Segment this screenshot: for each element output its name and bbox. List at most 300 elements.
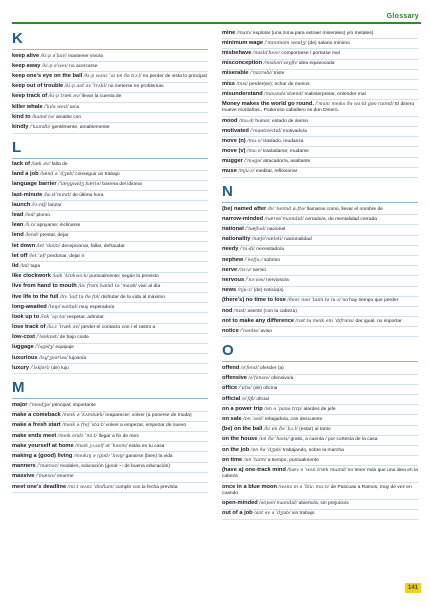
entry-definition: nacional bbox=[267, 227, 286, 232]
entry-pronunciation: /ˈnɜːvəs/ bbox=[245, 277, 265, 283]
glossary-entry bbox=[222, 29, 418, 39]
entry-term: lean bbox=[12, 222, 24, 229]
entry-pronunciation: /let ˈdaʊn/ bbox=[36, 243, 61, 249]
entry-definition: perder(se); echar de menos bbox=[249, 81, 310, 87]
glossary-entry bbox=[12, 442, 208, 452]
entry-pronunciation: /bi ˈneɪmd ɑːftə/ bbox=[267, 206, 306, 212]
entry-pronunciation: /njuːz/ bbox=[237, 288, 253, 294]
entry-term: offensive bbox=[222, 375, 247, 382]
entry-pronunciation: /ˈmʌɡə/ bbox=[244, 159, 262, 165]
entry-definition: llegar a fin de mes bbox=[98, 433, 139, 439]
entry-term: launch bbox=[12, 201, 31, 208]
entry-pronunciation: /ˈmænəz/ bbox=[37, 464, 59, 470]
entry-term: open-minded bbox=[222, 500, 258, 507]
entry-definition: nervioso/a bbox=[266, 277, 289, 283]
entry-pronunciation: /meɪk ə ˈkʌmbæk/ bbox=[62, 413, 105, 419]
entry-pronunciation: /hæv ə ˈwʌn træk maɪnd/ bbox=[287, 467, 347, 473]
entry-term: on a power trip bbox=[222, 405, 263, 412]
entry-pronunciation: /mjuːz/ bbox=[238, 169, 255, 175]
glossary-entry bbox=[12, 113, 208, 123]
entry-pronunciation: /ˈkɪlə weɪl/ bbox=[44, 104, 69, 110]
entry-pronunciation: /aʊt əv ə ˈdʒɒb/ bbox=[254, 511, 291, 517]
entry-pronunciation: /lɪd/ bbox=[20, 263, 30, 269]
entry-pronunciation: /muːv/ bbox=[246, 149, 262, 155]
entry-pronunciation: /ɒn ðə ˈhaʊs/ bbox=[258, 437, 290, 443]
glossary-entry bbox=[12, 171, 208, 181]
entry-definition: a tiempo, puntualmente bbox=[267, 457, 319, 463]
entry-definition: prestar, dejar bbox=[39, 233, 69, 239]
entry-pronunciation: /muːv/ bbox=[247, 138, 262, 144]
entry-definition: equipaje bbox=[55, 345, 74, 351]
entry-definition: llevar la cuenta de bbox=[81, 94, 122, 100]
entry-term: move (n) bbox=[222, 137, 246, 144]
entry-definition: gentilmente, amablemente bbox=[51, 124, 110, 130]
glossary-entry bbox=[222, 147, 418, 157]
entry-term: manners bbox=[12, 463, 36, 470]
entry-term: misunderstand bbox=[222, 90, 263, 97]
entry-definition: volver a empezar, empezar de nuevo bbox=[105, 423, 187, 429]
entry-term: motivated bbox=[222, 127, 249, 134]
entry-pronunciation: /ˈməʊtɪveɪtɪd/ bbox=[250, 128, 282, 134]
glossary-entry bbox=[12, 293, 208, 303]
entry-term: misbehave bbox=[222, 49, 252, 56]
entry-pronunciation: /əˈfend/ bbox=[240, 366, 259, 372]
entry-term: miss bbox=[222, 80, 235, 87]
entry-definition: gratis, a cuenta / por cortesía de la casa bbox=[290, 437, 378, 443]
entry-pronunciation: /ˈniːdi/ bbox=[239, 247, 255, 253]
entry-definition: sin trabajo bbox=[291, 511, 315, 517]
glossary-entry bbox=[222, 225, 418, 235]
entry-pronunciation: /mɪskənˈsepʃn/ bbox=[263, 61, 298, 67]
entry-definition: lujoso/a bbox=[69, 355, 87, 361]
entry-definition: de última hora bbox=[72, 192, 104, 198]
glossary-entry bbox=[222, 266, 418, 276]
entry-pronunciation: /meɪk jɔːself ət ˈhəʊm/ bbox=[75, 443, 128, 449]
entry-pronunciation: /ˈnəʊtɪs/ bbox=[240, 328, 260, 334]
entry-term: low-cost bbox=[12, 334, 36, 341]
entry-definition: no acercarse bbox=[69, 63, 98, 69]
entry-pronunciation: /muːd/ bbox=[238, 118, 255, 124]
entry-pronunciation: /ˈləʊkɒst/ bbox=[36, 335, 59, 341]
entry-definition: alardes de jefe bbox=[303, 406, 336, 412]
entry-term: mugger bbox=[222, 158, 243, 165]
entry-term: on sale bbox=[222, 416, 242, 422]
entry-definition: motivado/a bbox=[282, 128, 307, 134]
entry-definition: no tener más que una idea en la cabeza bbox=[222, 467, 418, 480]
entry-definition: orca bbox=[69, 104, 80, 110]
entry-term: (have a) one-track mind bbox=[222, 466, 286, 473]
entry-pronunciation: /kiːp aʊt əv ˈtrʌbl/ bbox=[64, 84, 107, 90]
entry-pronunciation: /ˈlæŋɡwɪdʒ bæriə/ bbox=[57, 182, 101, 188]
entry-term: needy bbox=[222, 246, 239, 253]
entry-term: like clockwork bbox=[12, 273, 51, 280]
entry-definition: enorme bbox=[57, 474, 74, 480]
glossary-entry bbox=[222, 307, 418, 317]
entry-term: out of a job bbox=[222, 510, 253, 517]
entry-pronunciation: /ɒn ˈseɪl/ bbox=[242, 417, 264, 422]
glossary-entry bbox=[12, 93, 208, 103]
entry-term: office bbox=[222, 385, 238, 392]
entry-pronunciation: /nærəʊˈmaɪndɪd/ bbox=[264, 216, 304, 222]
entry-term: lack of bbox=[12, 161, 31, 168]
entry-term: luggage bbox=[12, 344, 34, 351]
entry-pronunciation: /meɪk ə freʃ ˈstɑːt/ bbox=[62, 423, 105, 429]
entry-term: (be) named after bbox=[222, 205, 267, 212]
entry-term: let down bbox=[12, 242, 36, 249]
entry-term: major bbox=[12, 402, 28, 409]
glossary-entry bbox=[12, 354, 208, 364]
glossary-entry bbox=[222, 446, 418, 456]
glossary-entry bbox=[222, 327, 418, 337]
entry-definition: amable con bbox=[55, 114, 82, 120]
glossary-entry bbox=[12, 123, 208, 133]
entry-pronunciation: /lɪv ˈlaɪf tə ðə fʊl/ bbox=[59, 294, 100, 300]
entry-definition: estás en tu casa bbox=[128, 443, 165, 449]
entry-term: killer whale bbox=[12, 103, 43, 110]
entry-term: lose track of bbox=[12, 324, 46, 331]
entry-pronunciation: /ˈmɪnɪməm weɪdʒ/ bbox=[264, 40, 307, 46]
entry-term: offend bbox=[222, 365, 240, 372]
glossary-entry bbox=[222, 385, 418, 395]
entry-definition: asentir (con la cabeza) bbox=[247, 308, 297, 314]
glossary-entry bbox=[222, 49, 418, 59]
glossary-entry bbox=[12, 344, 208, 354]
entry-definition: abierto/a, sin prejuicios bbox=[298, 501, 349, 507]
glossary-entry bbox=[12, 401, 208, 411]
entry-definition: llamarse como, llevar el nombre de bbox=[306, 206, 383, 212]
entry-definition: humor; estado de ánimo bbox=[255, 118, 309, 124]
entry-term: kind to bbox=[12, 113, 31, 120]
entry-definition: perder el contacto con / el rastro a bbox=[81, 325, 156, 331]
entry-definition: lanzar bbox=[48, 202, 62, 208]
entry-definition: reaparecer; volver (a ponerse de moda) bbox=[105, 413, 192, 419]
entry-pronunciation: /laɪk ˈklɒkwɜːk/ bbox=[52, 274, 89, 280]
entry-term: muse bbox=[222, 168, 237, 175]
entry-pronunciation: /kaɪnd tə/ bbox=[32, 114, 55, 120]
glossary-entry bbox=[12, 242, 208, 252]
entry-pronunciation: /əˈfensɪv/ bbox=[248, 376, 270, 382]
glossary-entry bbox=[222, 39, 418, 49]
glossary-entry bbox=[12, 72, 208, 82]
entry-pronunciation: /mɪsbɪˈheɪv/ bbox=[252, 50, 281, 56]
entry-pronunciation: /lɑːstˈmɪnɪt/ bbox=[43, 192, 72, 198]
entry-definition: muy esperado/a bbox=[79, 304, 115, 310]
section-letter-n: N bbox=[222, 183, 418, 203]
glossary-entry bbox=[222, 60, 418, 70]
section-letter-o: O bbox=[222, 342, 418, 362]
glossary-entry bbox=[12, 181, 208, 191]
entry-pronunciation: /meɪkɪŋ ə (ɡʊd) ˈlɪvɪŋ/ bbox=[73, 453, 125, 459]
entry-term: kindly bbox=[12, 123, 29, 130]
entry-definition: vivir al día bbox=[138, 284, 161, 290]
entry-term: Money makes the world go round. bbox=[222, 100, 314, 107]
entry-term: land a job bbox=[12, 171, 39, 178]
glossary-entry bbox=[222, 158, 418, 168]
glossary-entry bbox=[12, 473, 208, 483]
entry-term: nerve bbox=[222, 266, 238, 273]
glossary-entry bbox=[12, 273, 208, 283]
glossary-entry bbox=[222, 317, 418, 327]
entry-definition: no perder de vista lo principal bbox=[142, 73, 207, 79]
entry-pronunciation: /ɒn ə ˈpaʊə trɪp/ bbox=[264, 406, 303, 412]
entry-pronunciation: /kiːp træk əv/ bbox=[48, 94, 81, 100]
entry-term: mood bbox=[222, 117, 238, 124]
entry-definition: perdonar, dejar ir bbox=[47, 253, 85, 259]
entry-definition: atracador/a, asaltante bbox=[262, 159, 311, 165]
glossary-entry bbox=[12, 324, 208, 334]
entry-definition: falta de bbox=[51, 162, 68, 168]
glossary-entry bbox=[12, 161, 208, 171]
glossary-entry bbox=[12, 283, 208, 293]
entry-definition: mantener vivo/a bbox=[68, 53, 103, 59]
entry-term: keep away bbox=[12, 62, 41, 69]
entry-definition: triste bbox=[273, 71, 285, 77]
right-column bbox=[222, 29, 418, 520]
entry-pronunciation: /næʃəˈnæləti/ bbox=[251, 237, 283, 243]
entry-pronunciation: /miːt wʌnz ˈdedlaɪn/ bbox=[67, 484, 115, 490]
entry-definition: dar igual, no importar bbox=[355, 318, 402, 324]
entry-term: massive bbox=[12, 473, 35, 480]
glossary-entry bbox=[222, 90, 418, 100]
entry-term: last-minute bbox=[12, 191, 43, 198]
entry-definition: de Pascuas a Ramos, muy de vez en cuando bbox=[222, 484, 412, 496]
entry-term: make ends meet bbox=[12, 432, 57, 439]
entry-pronunciation: /əˈfɪʃl/ bbox=[241, 396, 255, 402]
glossary-entry bbox=[12, 313, 208, 323]
entry-term: (be) on the ball bbox=[222, 426, 263, 433]
entry-definition: trabajando, sobre la marcha bbox=[282, 447, 344, 453]
entry-term: make yourself at home bbox=[12, 442, 74, 449]
page-number: 141 bbox=[405, 583, 421, 593]
entry-definition: puntualmente; según lo previsto bbox=[89, 274, 159, 280]
entry-term: luxury bbox=[12, 364, 30, 371]
glossary-entry bbox=[222, 375, 418, 385]
entry-definition: no meterse en problemas bbox=[108, 84, 164, 90]
entry-pronunciation: /liːn/ bbox=[24, 223, 36, 229]
entry-term: on time bbox=[222, 456, 243, 463]
entry-definition: de bajo coste bbox=[59, 335, 89, 341]
entry-pronunciation: /lʌɡˈʒʊəriəs/ bbox=[38, 355, 68, 361]
glossary-entry bbox=[222, 405, 418, 415]
glossary-entry bbox=[12, 334, 208, 344]
entry-term: notice bbox=[222, 327, 239, 334]
entry-definition: rebajado/a, con descuento bbox=[264, 417, 323, 422]
glossary-entry bbox=[12, 452, 208, 462]
entry-term: official bbox=[222, 395, 241, 402]
entry-definition: (estar) al tanto bbox=[299, 427, 331, 433]
entry-term: keep out of trouble bbox=[12, 83, 64, 90]
glossary-entry bbox=[222, 500, 418, 510]
glossary-entry bbox=[222, 205, 418, 215]
entry-definition: no hay tiempo que perder bbox=[342, 298, 399, 304]
entry-pronunciation: /luːz ˈtræk əv/ bbox=[46, 325, 80, 331]
glossary-entry bbox=[222, 127, 418, 137]
entry-pronunciation: /lɒŋəˈweɪtɪd/ bbox=[48, 304, 78, 310]
entry-pronunciation: /lɪv frɒm hænd tə ˈmaʊθ/ bbox=[78, 284, 137, 290]
entry-definition: modales, educación (good ~: de buena educación) bbox=[60, 464, 171, 470]
entry-definition: cumplir con la fecha prevista bbox=[115, 484, 178, 490]
entry-definition: disfrutar de la vida al máximo bbox=[101, 294, 165, 300]
entry-definition: nacionalidad bbox=[284, 237, 312, 243]
entry-definition: respetar, admirar bbox=[66, 314, 104, 320]
entry-definition: meditar, reflexionar bbox=[255, 169, 298, 175]
entry-definition: idea equivocada bbox=[298, 61, 335, 67]
left-column bbox=[12, 30, 208, 493]
entry-term: once in a blue moon bbox=[222, 483, 277, 490]
entry-term: nod bbox=[222, 307, 233, 314]
entry-term: look up to bbox=[12, 313, 40, 320]
entry-pronunciation: /ɒn ðə ˈdʒɒb/ bbox=[250, 447, 282, 453]
entry-term: keep track of bbox=[12, 93, 48, 100]
entry-pronunciation: /lʊk ˈʌp tə/ bbox=[40, 314, 66, 320]
entry-term: mine bbox=[222, 29, 236, 36]
glossary-entry bbox=[222, 510, 418, 520]
entry-term: minimum wage bbox=[222, 39, 264, 46]
entry-pronunciation: /ˈmæsɪv/ bbox=[35, 474, 56, 480]
glossary-entry bbox=[12, 222, 208, 232]
glossary-entry bbox=[12, 262, 208, 272]
entry-pronunciation: /ˈmeɪdʒə/ bbox=[28, 403, 51, 409]
glossary-entry bbox=[222, 426, 418, 436]
entry-pronunciation: /nɜːv/ bbox=[238, 267, 252, 273]
entry-definition: malinterpretar, entender mal bbox=[304, 91, 366, 97]
entry-definition: decepcionar, fallar, defraudar bbox=[61, 243, 125, 249]
entry-term: misconception bbox=[222, 60, 263, 67]
entry-definition: ganarse (bien) la vida bbox=[125, 453, 173, 459]
glossary-entry bbox=[222, 215, 418, 225]
glossary-entry bbox=[12, 463, 208, 473]
entry-pronunciation: /ˈlʌɡɪdʒ/ bbox=[35, 345, 54, 351]
entry-definition: (de) salario mínimo bbox=[307, 40, 350, 46]
entry-term: narrow-minded bbox=[222, 215, 264, 222]
entry-pronunciation: /ˈnefjuː/ bbox=[244, 257, 263, 263]
entry-term: lid bbox=[12, 262, 19, 269]
section-letter-k: K bbox=[12, 30, 208, 50]
entry-definition: necesitado/a bbox=[256, 247, 284, 253]
glossary-entry bbox=[12, 211, 208, 221]
entry-pronunciation: /ˈlʌkʃəri/ bbox=[30, 365, 50, 371]
section-letter-l: L bbox=[12, 139, 208, 159]
glossary-entry bbox=[222, 137, 418, 147]
glossary-entry bbox=[12, 252, 208, 262]
entry-pronunciation: /nɒd/ bbox=[233, 308, 247, 314]
entry-pronunciation: /ˈɒfɪs/ bbox=[238, 386, 252, 392]
glossary-entry bbox=[12, 103, 208, 113]
entry-term: live life to the full bbox=[12, 293, 59, 300]
entry-term: lead bbox=[12, 212, 24, 219]
glossary-entry bbox=[222, 364, 418, 374]
glossary-entry bbox=[12, 303, 208, 313]
glossary-entry bbox=[222, 246, 418, 256]
entry-definition: ofensivo/a bbox=[271, 376, 294, 382]
glossary-entry bbox=[222, 100, 418, 117]
entry-definition: (de) lujo bbox=[51, 365, 69, 371]
glossary-entry bbox=[12, 483, 208, 493]
entry-definition: trasladarse; mudarse bbox=[262, 149, 309, 155]
glossary-entry bbox=[12, 432, 208, 442]
entry-definition: (de) noticia(s) bbox=[253, 288, 284, 294]
glossary-entry bbox=[222, 395, 418, 405]
entry-pronunciation: /lend/ bbox=[25, 233, 39, 239]
entry-definition: apoyarse; inclinarse bbox=[36, 223, 81, 229]
entry-term: live from hand to mouth bbox=[12, 283, 77, 290]
entry-definition: El dinero mueve montañas., Poderoso caballero es don Dinero. bbox=[222, 101, 415, 114]
glossary-entry bbox=[222, 415, 418, 425]
entry-term: keep alive bbox=[12, 52, 40, 59]
entry-definition: conseguir un trabajo bbox=[75, 172, 120, 178]
entry-pronunciation: /ɒn ˈtaɪm/ bbox=[243, 457, 267, 463]
entry-definition: (de) oficina bbox=[253, 386, 278, 392]
entry-term: news bbox=[222, 287, 237, 294]
entry-definition: plomo bbox=[36, 213, 50, 219]
entry-term: on the house bbox=[222, 436, 258, 443]
entry-term: not to make any difference bbox=[222, 317, 295, 324]
glossary-entry bbox=[12, 412, 208, 422]
glossary-entry bbox=[222, 287, 418, 297]
glossary-entry bbox=[222, 276, 418, 286]
glossary-entry bbox=[12, 62, 208, 72]
entry-pronunciation: /ðeəz nəʊ ˈtaɪm tə luːz/ bbox=[287, 298, 342, 304]
entry-pronunciation: /mɪsʌndəˈstænd/ bbox=[264, 91, 304, 97]
glossary-entry bbox=[12, 364, 208, 374]
entry-definition: sobrino bbox=[263, 257, 281, 263]
glossary-entry bbox=[222, 466, 418, 483]
entry-pronunciation: /nɒt tə meɪk eni ˈdɪfrəns/ bbox=[295, 318, 355, 324]
entry-term: miserable bbox=[222, 70, 249, 77]
glossary-entry bbox=[222, 256, 418, 266]
glossary-entry bbox=[12, 191, 208, 201]
header-rule bbox=[12, 22, 421, 24]
entry-term: (there's) no time to lose bbox=[222, 297, 286, 304]
entry-term: let off bbox=[12, 252, 28, 259]
entry-definition: nervio bbox=[252, 267, 267, 273]
glossary-entry bbox=[12, 201, 208, 211]
glossary-entry bbox=[222, 297, 418, 307]
glossary-entry bbox=[222, 436, 418, 446]
entry-pronunciation: /lænd ə ˈdʒɒb/ bbox=[39, 172, 74, 178]
entry-definition: ofender (a) bbox=[259, 366, 284, 372]
entry-term: make a comeback bbox=[12, 412, 61, 419]
entry-term: nationality bbox=[222, 236, 251, 243]
entry-pronunciation: /ˈkaɪndli/ bbox=[29, 124, 51, 130]
entry-term: nervous bbox=[222, 276, 245, 283]
entry-definition: principal; importante bbox=[51, 403, 96, 409]
entry-pronunciation: /meɪk endz ˈmiːt/ bbox=[57, 433, 98, 439]
entry-term: national bbox=[222, 226, 244, 232]
entry-pronunciation: /lɔːntʃ/ bbox=[31, 202, 47, 208]
entry-term: make a fresh start bbox=[12, 422, 61, 429]
glossary-entry bbox=[222, 70, 418, 80]
entry-term: luxurious bbox=[12, 354, 38, 361]
entry-pronunciation: /wʌns ɪn ə ˈbluː muːn/ bbox=[278, 484, 330, 490]
glossary-entry bbox=[12, 83, 208, 93]
entry-pronunciation: /let ˈɒf/ bbox=[28, 253, 46, 259]
entry-pronunciation: /əʊpənˈmaɪndɪd/ bbox=[259, 501, 298, 507]
glossary-entry bbox=[12, 422, 208, 432]
entry-term: making a (good) living bbox=[12, 452, 73, 459]
glossary-entry bbox=[222, 168, 418, 178]
section-letter-m: M bbox=[12, 379, 208, 399]
glossary-entry bbox=[222, 80, 418, 90]
entry-pronunciation: /mɪs/ bbox=[236, 81, 248, 87]
entry-term: on the job bbox=[222, 446, 250, 453]
entry-pronunciation: /ˈmɪzrəbl/ bbox=[249, 71, 273, 77]
glossary-entry bbox=[222, 117, 418, 127]
entry-term: keep one's eye on the ball bbox=[12, 72, 83, 79]
entry-pronunciation: /kiːp əˈlaɪv/ bbox=[40, 53, 67, 59]
entry-term: language barrier bbox=[12, 181, 57, 188]
entry-pronunciation: /kiːp əˈweɪ/ bbox=[41, 63, 68, 69]
